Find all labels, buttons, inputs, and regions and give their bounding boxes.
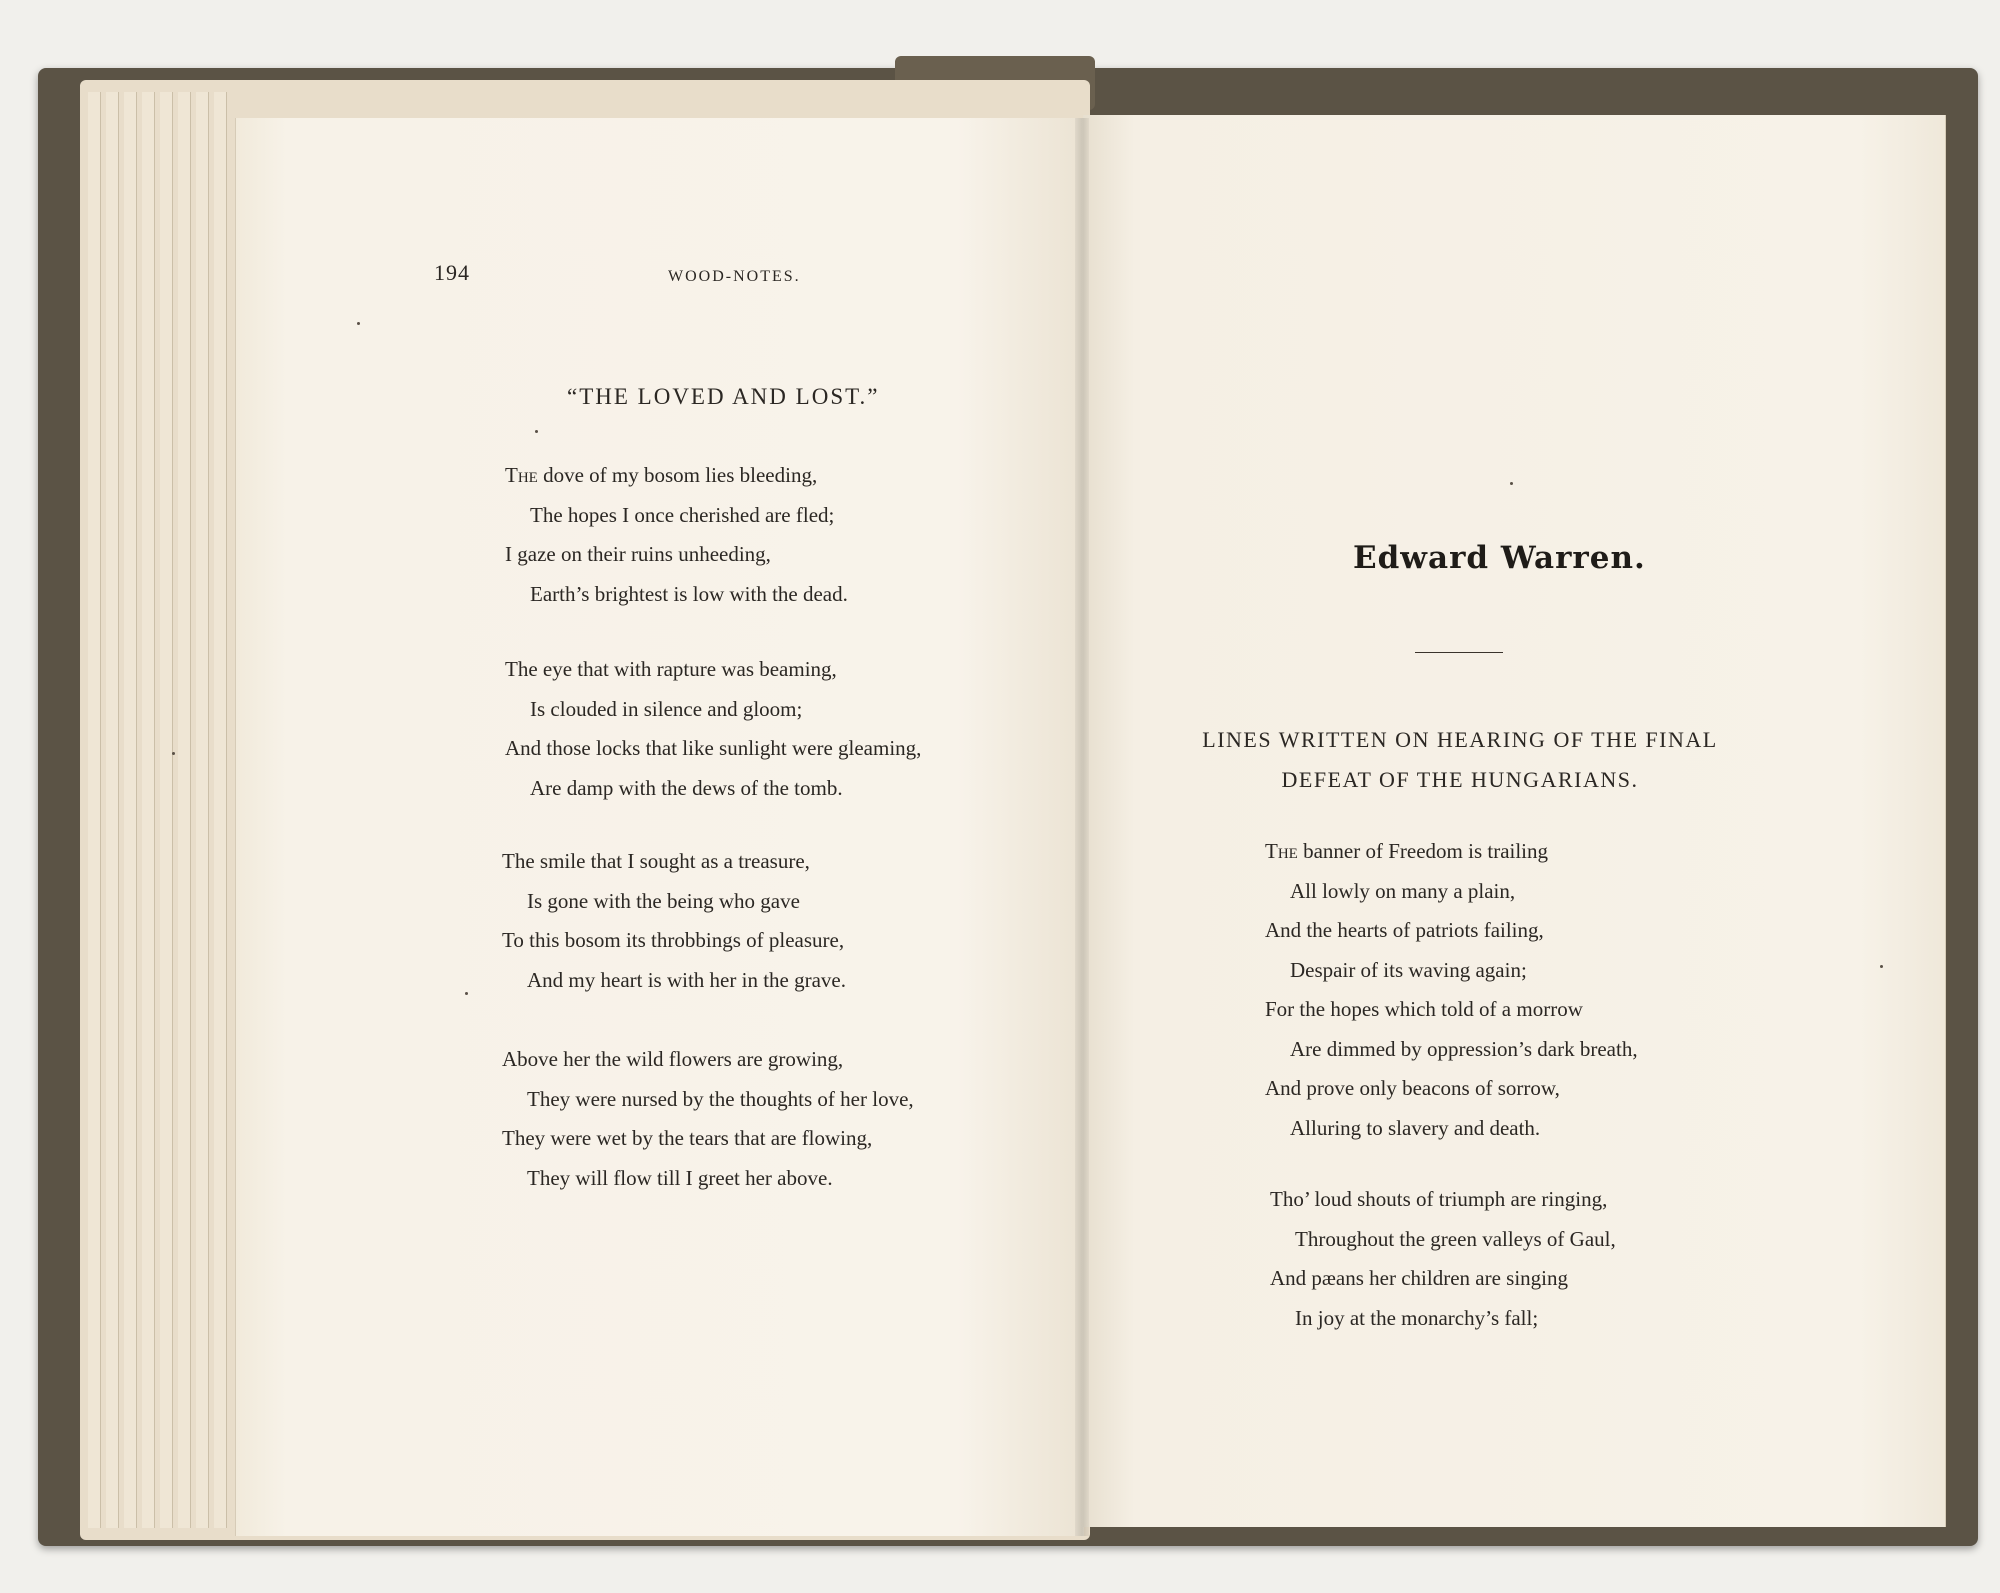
poem-title-line: DEFEAT OF THE HUNGARIANS. (1281, 767, 1639, 792)
poem-line: Is gone with the being who gave (527, 888, 800, 913)
poem-line: All lowly on many a plain, (1290, 878, 1516, 903)
paper-speck (172, 752, 175, 755)
poem-title: “THE LOVED AND LOST.” (567, 384, 880, 409)
page-edge (142, 92, 155, 1528)
poem-line: And the hearts of patriots failing, (1265, 918, 1544, 942)
poem-line: And those locks that like sunlight were gleaming, (505, 736, 922, 760)
page-number: 194 (434, 260, 470, 285)
stanza (505, 650, 921, 808)
poem-line: They were wet by the tears that are flowing, (502, 1126, 873, 1150)
page-edge (160, 92, 173, 1528)
poem-line: Throughout the green valleys of Gaul, (1295, 1226, 1616, 1251)
poem-line: The smile that I sought as a treasure, (502, 849, 810, 873)
stanza (502, 1040, 914, 1198)
poem-line: Are dimmed by oppression’s dark breath, (1290, 1036, 1638, 1061)
poem-line: Alluring to slavery and death. (1290, 1115, 1541, 1140)
stanza (505, 456, 848, 614)
page-edge (196, 92, 209, 1528)
paper-speck (357, 322, 360, 325)
page-edge (88, 92, 101, 1528)
running-head: WOOD-NOTES. (668, 268, 801, 285)
poem-line: Above her the wild flowers are growing, (502, 1047, 844, 1071)
poem-line: The dove of my bosom lies bleeding, (505, 463, 818, 487)
author-name: Edward Warren. (1353, 540, 1646, 576)
stanza (1265, 832, 1638, 1148)
poem-line: Are damp with the dews of the tomb. (530, 775, 843, 800)
book-gutter (1075, 118, 1089, 1536)
poem-line: Is clouded in silence and gloom; (530, 696, 803, 721)
poem-line: The eye that with rapture was beaming, (505, 657, 837, 681)
stanza (502, 842, 846, 1000)
paper-speck (1510, 482, 1513, 485)
poem-line: And my heart is with her in the grave. (527, 967, 846, 992)
poem-line: They were nursed by the thoughts of her love, (527, 1086, 914, 1111)
poem-line: They will flow till I greet her above. (527, 1165, 833, 1190)
stanza (1270, 1180, 1616, 1338)
poem-title (1150, 720, 1770, 800)
divider-rule (1415, 652, 1503, 653)
poem-line: And pæans her children are singing (1270, 1266, 1569, 1290)
poem-line: For the hopes which told of a morrow (1265, 997, 1583, 1021)
paper-speck (535, 430, 538, 433)
paper-speck (1880, 965, 1883, 968)
page-edge (178, 92, 191, 1528)
poem-line: To this bosom its throbbings of pleasure, (502, 928, 845, 952)
paper-speck (465, 992, 468, 995)
poem-line: Tho’ loud shouts of triumph are ringing, (1270, 1187, 1608, 1211)
poem-line: The hopes I once cherished are fled; (530, 502, 835, 527)
poem-line: Despair of its waving again; (1290, 957, 1527, 982)
page-edge (106, 92, 119, 1528)
page-edge (214, 92, 227, 1528)
poem-line: I gaze on their ruins unheeding, (505, 542, 771, 566)
poem-line: Earth’s brightest is low with the dead. (530, 581, 848, 606)
poem-line: In joy at the monarchy’s fall; (1295, 1305, 1539, 1330)
poem-line: The banner of Freedom is trailing (1265, 839, 1549, 863)
page-edge (124, 92, 137, 1528)
left-page (235, 118, 1084, 1536)
poem-title-line: LINES WRITTEN ON HEARING OF THE FINAL (1202, 727, 1718, 752)
poem-line: And prove only beacons of sorrow, (1265, 1076, 1560, 1100)
